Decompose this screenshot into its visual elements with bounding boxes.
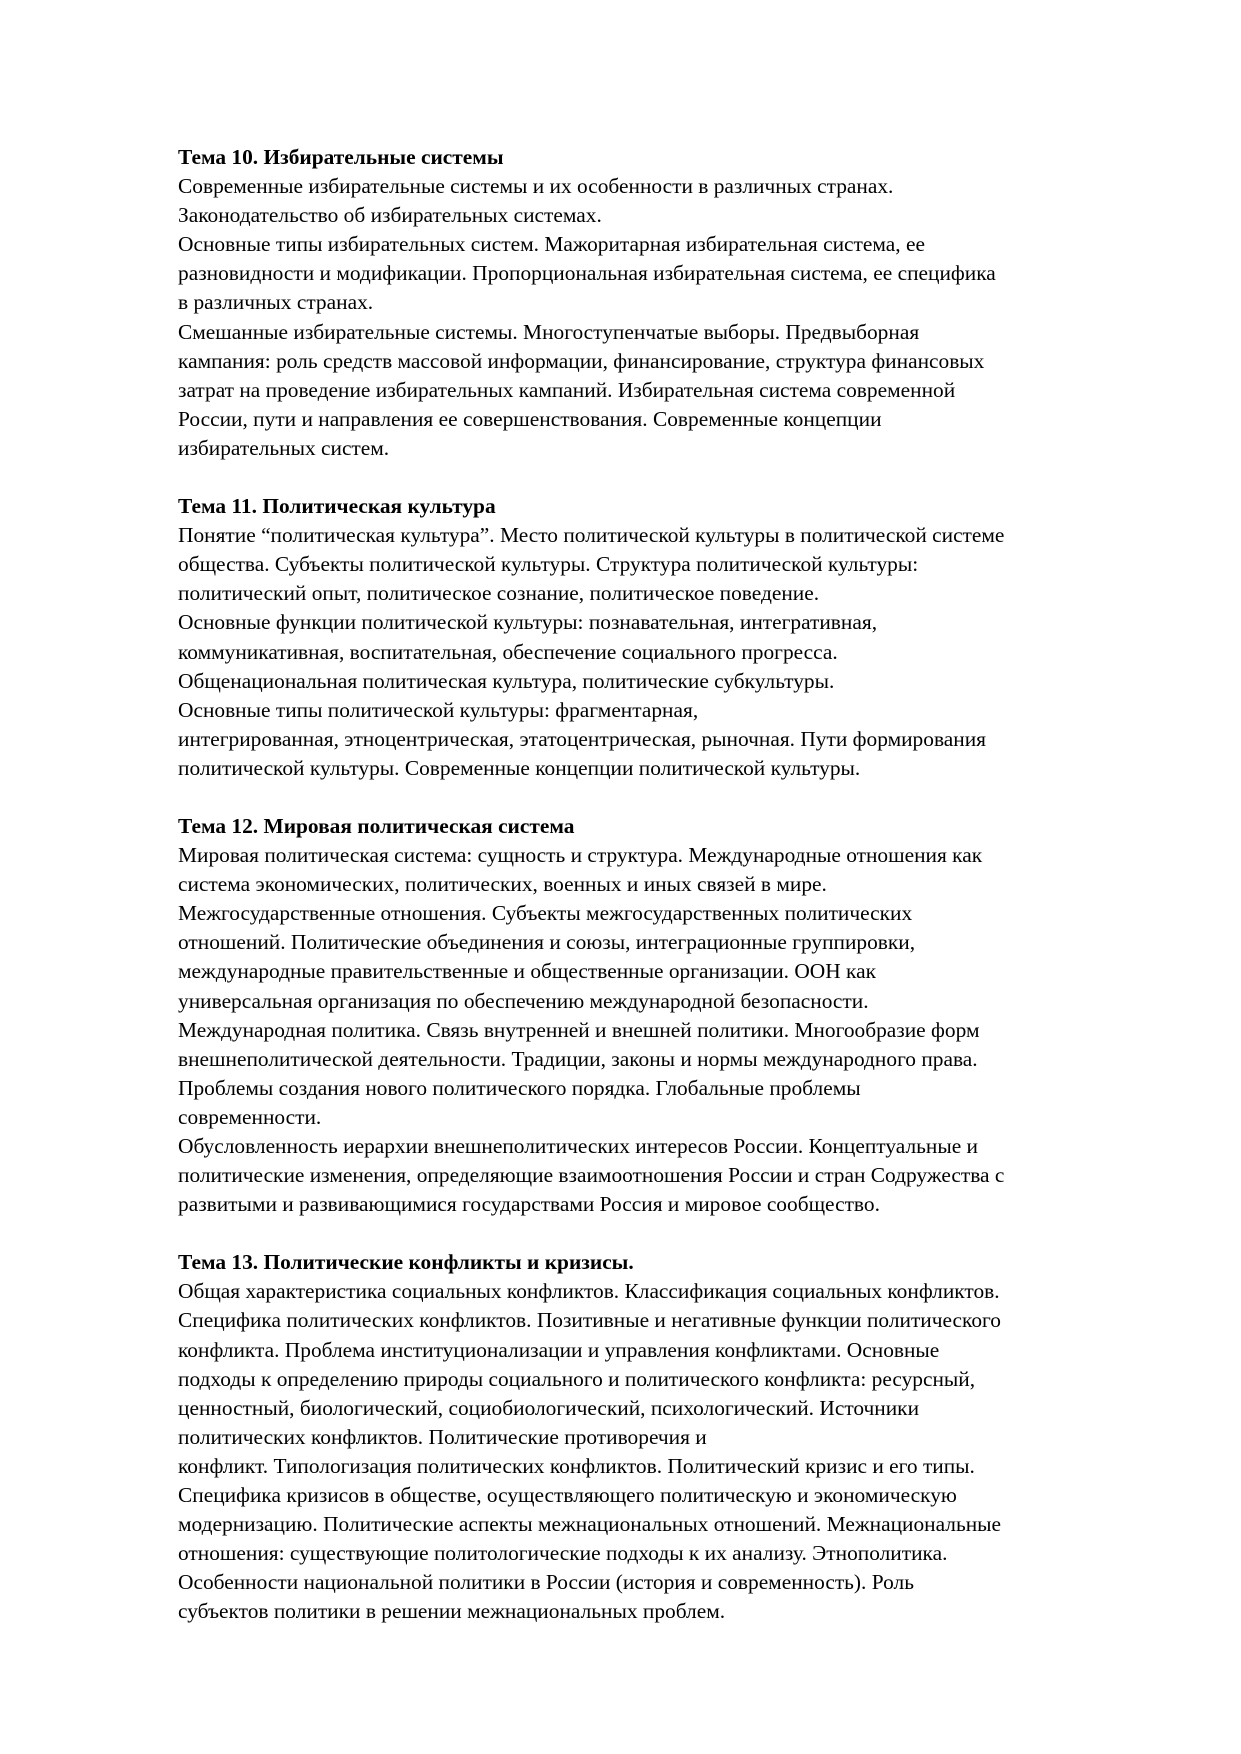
body-text-line: отношения: существующие политологические подходы к их анализу. Этнополитика. xyxy=(178,1541,948,1566)
body-text-line: Мировая политическая система: сущность и структура. Международные отношения как xyxy=(178,843,983,868)
body-text-line: Основные типы избирательных систем. Мажоритарная избирательная система, ее xyxy=(178,232,925,257)
body-text-line: Понятие “политическая культура”. Место политической культуры в политической системе xyxy=(178,523,1005,548)
body-text-line: Международная политика. Связь внутренней и внешней политики. Многообразие форм xyxy=(178,1017,980,1042)
body-text-line: России, пути и направления ее совершенствования. Современные концепции xyxy=(178,406,882,431)
body-text-line: конфликта. Проблема институционализации и управления конфликтами. Основные xyxy=(178,1337,940,1362)
body-text-line: отношений. Политические объединения и союзы, интеграционные группировки, xyxy=(178,930,916,955)
body-text-line: политические изменения, определяющие взаимоотношения России и стран Содружества с xyxy=(178,1163,1005,1188)
body-text-line: внешнеполитической деятельности. Традиции, законы и нормы международного права. xyxy=(178,1046,978,1071)
body-text-line: ценностный, биологический, социобиологический, психологический. Источники xyxy=(178,1395,920,1420)
body-text-line: подходы к определению природы социального и политического конфликта: ресурсный, xyxy=(178,1366,976,1391)
body-text-line: Общенациональная политическая культура, политические субкультуры. xyxy=(178,668,835,693)
document-body xyxy=(178,143,1188,1656)
section-title: Тема 10. Избирательные системы xyxy=(178,145,504,169)
body-text-line: Межгосударственные отношения. Субъекты межгосударственных политических xyxy=(178,901,913,926)
body-text-line: модернизацию. Политические аспекты межнациональных отношений. Межнациональные xyxy=(178,1512,1002,1537)
body-text-line: коммуникативная, воспитательная, обеспечение социального прогресса. xyxy=(178,639,838,664)
body-text-line: Смешанные избирательные системы. Многоступенчатые выборы. Предвыборная xyxy=(178,319,920,344)
body-text-line: Основные функции политической культуры: познавательная, интегративная, xyxy=(178,610,878,635)
body-text-line: интегрированная, этноцентрическая, этатоцентрическая, рыночная. Пути формирования xyxy=(178,726,986,751)
body-text-line: политический опыт, политическое сознание, политическое поведение. xyxy=(178,581,820,606)
body-text-line: Специфика политических конфликтов. Позитивные и негативные функции политического xyxy=(178,1308,1001,1333)
body-text-line: Основные типы политической культуры: фрагментарная, xyxy=(178,697,699,722)
body-text-line: современности. xyxy=(178,1104,322,1129)
body-text-line: Проблемы создания нового политического порядка. Глобальные проблемы xyxy=(178,1075,861,1100)
body-text-line: система экономических, политических, военных и иных связей в мире. xyxy=(178,872,827,897)
section xyxy=(178,492,1188,783)
section xyxy=(178,1248,1188,1626)
body-text-line: Обусловленность иерархии внешнеполитических интересов России. Концептуальные и xyxy=(178,1134,978,1158)
section xyxy=(178,812,1188,1219)
section xyxy=(178,143,1188,463)
body-text-line: в различных странах. xyxy=(178,290,374,315)
body-text-line: политических конфликтов. Политические противоречия и xyxy=(178,1424,707,1449)
section-title: Тема 13. Политические конфликты и кризисы. xyxy=(178,1250,634,1275)
body-text-line: Законодательство об избирательных системах. xyxy=(178,203,602,228)
body-text-line: универсальная организация по обеспечению международной безопасности. xyxy=(178,988,869,1013)
section-title: Тема 11. Политическая культура xyxy=(178,494,496,519)
body-text-line: разновидности и модификации. Пропорциональная избирательная система, ее специфика xyxy=(178,261,996,286)
body-text-line: Современные избирательные системы и их особенности в различных странах. xyxy=(178,174,894,199)
body-text-line: развитыми и развивающимися государствами Россия и мировое сообщество. xyxy=(178,1192,880,1217)
body-text-line: международные правительственные и общественные организации. ООН как xyxy=(178,959,876,984)
body-text-line: затрат на проведение избирательных кампаний. Избирательная система современной xyxy=(178,377,956,402)
body-text-line: политической культуры. Современные концепции политической культуры. xyxy=(178,755,861,780)
body-text-line: конфликт. Типологизация политических конфликтов. Политический кризис и его типы. xyxy=(178,1453,975,1478)
body-text-line: Особенности национальной политики в России (история и современность). Роль xyxy=(178,1570,914,1595)
body-text-line: Общая характеристика социальных конфликтов. Классификация социальных конфликтов. xyxy=(178,1279,1000,1304)
body-text-line: субъектов политики в решении межнациональных проблем. xyxy=(178,1599,726,1624)
body-text-line: Специфика кризисов в обществе, осуществляющего политическую и экономическую xyxy=(178,1483,957,1508)
body-text-line: избирательных систем. xyxy=(178,435,390,460)
body-text-line: общества. Субъекты политической культуры. Структура политической культуры: xyxy=(178,552,919,577)
section-title: Тема 12. Мировая политическая система xyxy=(178,813,575,838)
body-text-line: кампания: роль средств массовой информации, финансирование, структура финансовых xyxy=(178,348,985,373)
